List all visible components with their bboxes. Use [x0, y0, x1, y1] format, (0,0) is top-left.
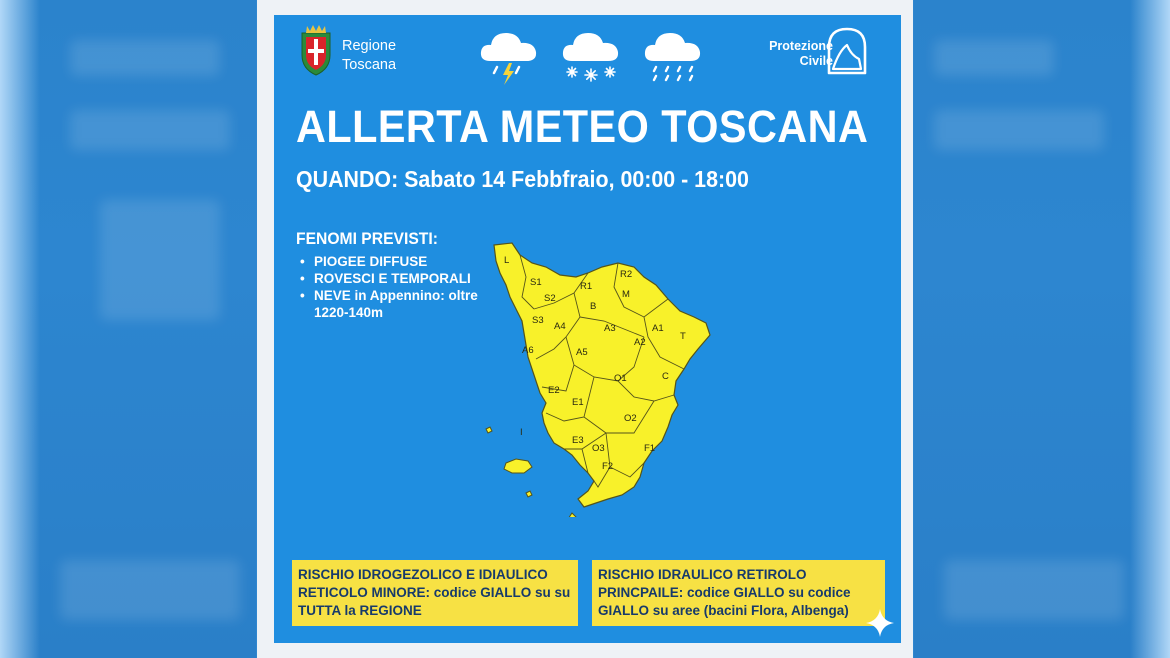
risk-box-main-network: RISCHIO IDRAULICO RETIROLO PRINCPAILE: codice GIALLO su codice GIALLO su aree (bacini Flora, Albenga) [592, 560, 885, 626]
rain-cloud-icon [642, 23, 704, 89]
sparkle-icon [864, 607, 896, 639]
zone-label: A4 [554, 321, 566, 332]
page-title: ALLERTA METEO TOSCANA [296, 101, 869, 152]
zone-label: A1 [652, 323, 664, 334]
zone-label: A3 [604, 323, 616, 334]
zone-label: O1 [614, 373, 627, 384]
pc-name-line1: Protezione [769, 39, 833, 53]
protezione-civile-logo [762, 25, 887, 81]
zone-label: F1 [644, 443, 656, 454]
zone-label: F2 [602, 461, 614, 472]
zone-label: E2 [548, 385, 560, 396]
montecristo-island [526, 491, 532, 497]
zone-label: M [622, 289, 630, 300]
zone-label: S2 [544, 293, 556, 304]
regione-toscana-name [342, 37, 396, 75]
tuscany-alert-map [484, 237, 734, 517]
zone-label: A2 [634, 337, 646, 348]
elba-island [504, 459, 532, 473]
region-name-line2: Toscana [342, 57, 397, 73]
protezione-civile-icon [825, 25, 869, 77]
zone-label: I [520, 427, 523, 438]
edge-fade-right [1130, 0, 1170, 658]
regione-toscana-crest-icon [296, 23, 336, 77]
edge-fade-left [0, 0, 40, 658]
zone-label: C [662, 371, 669, 382]
giglio-island [568, 513, 576, 517]
alert-card [274, 15, 901, 643]
zone-label: O3 [592, 443, 605, 454]
alert-when: QUANDO: Sabato 14 Febbfraio, 00:00 - 18:00 [296, 166, 749, 192]
list-item: • ROVESCI E TEMPORALI [300, 270, 500, 287]
region-name-line1: Regione [342, 38, 397, 54]
protezione-civile-name [769, 39, 833, 69]
zone-label: R2 [620, 269, 633, 280]
zone-label: R1 [580, 281, 593, 292]
zone-label: S3 [532, 315, 544, 326]
list-item: • PIOGEE DIFFUSE [300, 253, 500, 270]
zone-label: T [680, 331, 686, 342]
zone-label: S1 [530, 277, 542, 288]
snow-cloud-icon [560, 23, 622, 89]
storm-cloud-icon [478, 23, 540, 89]
phenomena-list [300, 253, 500, 321]
zone-label: E1 [572, 397, 584, 408]
phenomena-title: FENOMI PREVISTI: [296, 230, 438, 248]
card-header [274, 15, 901, 95]
zone-label: B [590, 301, 597, 312]
zone-label: L [504, 255, 510, 266]
zone-label: O2 [624, 413, 637, 424]
pc-name-line2: Civile [799, 54, 833, 68]
weather-icons-group [478, 23, 708, 89]
list-item: • NEVE in Appennino: oltre 1220-140m [300, 287, 500, 321]
zone-label: A6 [522, 345, 534, 356]
capraia-island [486, 427, 492, 433]
zone-label: E3 [572, 435, 584, 446]
risk-box-minor-network: RISCHIO IDROGEZOLICO E IDIAULICO RETICOLO MINORE: codice GIALLO su su TUTTA la REGIONE [292, 560, 578, 626]
zone-label: A5 [576, 347, 588, 358]
